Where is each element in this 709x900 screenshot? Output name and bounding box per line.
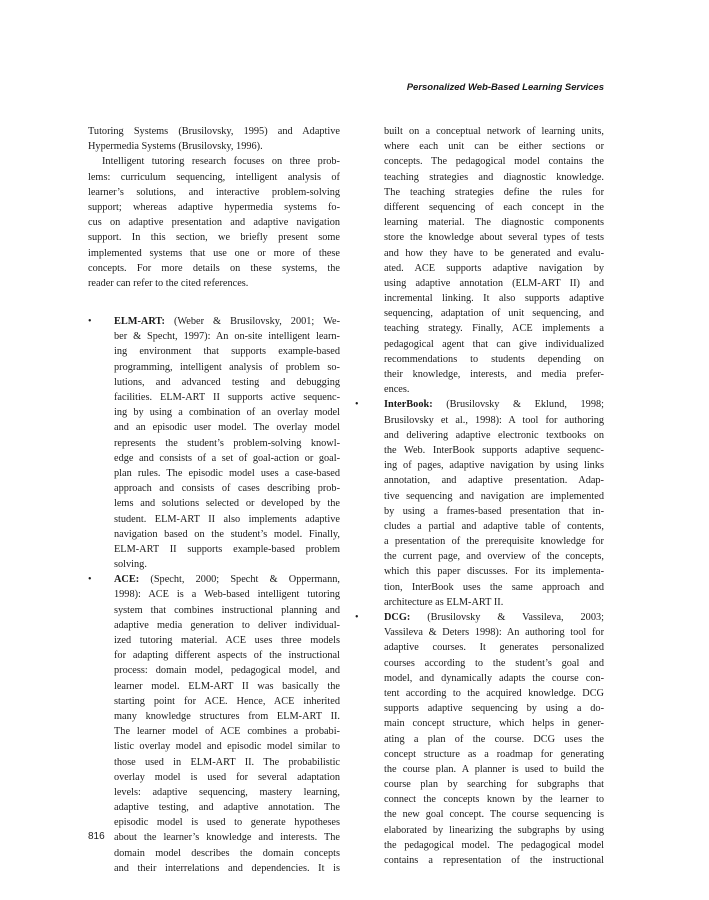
text-line: learner’s solutions, and interactive problem-solving bbox=[88, 186, 340, 198]
text-line: Hypermedia Systems (Brusilovsky, 1996). bbox=[88, 141, 263, 153]
bullet-icon: • bbox=[355, 399, 359, 411]
text-line: system that combines instructional planning and bbox=[114, 604, 340, 616]
text-line: (Brusilovsky & Eklund, 1998; bbox=[432, 399, 604, 411]
right-column bbox=[355, 124, 604, 868]
text-line: programming, intelligent analysis of problem so- bbox=[114, 361, 340, 373]
text-line: ized tutoring material. ACE uses three models bbox=[114, 635, 340, 646]
text-line: and how they have to be generated and evalu- bbox=[384, 247, 604, 259]
text-line: learner model. ELM-ART II was basically the bbox=[114, 680, 340, 692]
bullet-lines bbox=[384, 413, 604, 610]
term-label: InterBook: bbox=[384, 399, 433, 411]
text-line: lutions, and advanced testing and debugging bbox=[114, 376, 340, 388]
text-line: ences. bbox=[384, 384, 410, 396]
text-line: episodic model is used to generate hypotheses bbox=[114, 817, 340, 829]
text-line: concepts. The pedagogical model contains the bbox=[384, 156, 604, 168]
text-line: and delivering adaptive electronic textbooks on bbox=[384, 429, 604, 441]
text-line: solving. bbox=[114, 559, 147, 571]
text-line: built on a conceptual network of learning units, bbox=[384, 126, 604, 137]
text-line: lems and solutions selected or developed by the bbox=[114, 498, 340, 510]
text-line: and their interrelations and dependencies. It is bbox=[114, 862, 340, 874]
text-line: the new goal concept. The course sequencing is bbox=[384, 809, 604, 821]
page-number: 816 bbox=[88, 831, 105, 842]
text-line: navigation based on the student’s model. Finally, bbox=[114, 528, 340, 540]
text-line: tion, InterBook uses the same approach and bbox=[384, 581, 604, 593]
text-line: lems: curriculum sequencing, intelligent analysis of bbox=[88, 171, 340, 183]
text-line: cludes a partial and adaptive table of contents, bbox=[384, 520, 604, 532]
text-line: learning material. The diagnostic components bbox=[384, 217, 604, 229]
text-line: where each unit can be either sections or bbox=[384, 141, 604, 153]
text-line: a presentation of the prerequisite knowledge for bbox=[384, 536, 604, 548]
text-line: elaborated by linearizing the subgraphs by using bbox=[384, 824, 604, 836]
bullet-lines bbox=[114, 329, 340, 572]
bullet-lines bbox=[384, 625, 604, 868]
bullet-lines bbox=[114, 587, 340, 876]
text-line: connect the concepts known by the learner to bbox=[384, 794, 604, 806]
text-line: courses according to the student’s goal and bbox=[384, 657, 604, 669]
text-line: teaching strategies and diagnostic knowledge. bbox=[384, 171, 604, 183]
text-line: the current page, and overview of the concepts, bbox=[384, 551, 604, 563]
bullet-icon: • bbox=[88, 316, 92, 328]
text-line: adaptive testing, and adaptive annotation. The bbox=[114, 802, 340, 814]
text-line: 1998): ACE is a Web-based intelligent tutoring bbox=[114, 589, 340, 601]
text-line: starting point for ACE. Hence, ACE inherited bbox=[114, 695, 340, 707]
text-line: the course plan. A planner is used to build the bbox=[384, 763, 604, 775]
text-line: different sequencing of each concept in the bbox=[384, 201, 604, 213]
text-line: annotation, and adaptive presentation. Adap- bbox=[384, 475, 604, 487]
text-line: architecture as ELM-ART II. bbox=[384, 596, 504, 608]
text-line: ing by using a combination of an overlay model bbox=[114, 407, 340, 419]
text-line: those used in ELM-ART II. The probabilistic bbox=[114, 756, 340, 768]
text-line: ELM-ART II supports example-based problem bbox=[114, 543, 340, 555]
text-line: which this paper discusses. For its implementa- bbox=[384, 566, 604, 578]
text-line: ated. ACE supports adaptive navigation by bbox=[384, 262, 604, 274]
text-line: concept structure as a roadmap for generating bbox=[384, 748, 604, 760]
text-line: sequencing, adaptation of unit sequencing, and bbox=[384, 308, 604, 320]
text-line: the Web. InterBook supports adaptive sequenc- bbox=[384, 444, 604, 456]
text-line: by using a frames-based presentation that in- bbox=[384, 505, 604, 517]
ace-continuation bbox=[355, 124, 604, 397]
text-line: using adaptive annotation (ELM-ART II) and bbox=[384, 277, 604, 289]
text-line: Tutoring Systems (Brusilovsky, 1995) and Adaptive bbox=[88, 126, 340, 137]
text-line: represents the student’s problem-solving knowl- bbox=[114, 437, 340, 449]
bullet-icon: • bbox=[355, 612, 359, 623]
text-line: the pedagogical model. The pedagogical model bbox=[384, 839, 604, 851]
text-line: edge and consists of a set of goal-action or goal- bbox=[114, 452, 340, 464]
text-line: The teaching strategies define the rules for bbox=[384, 186, 604, 198]
text-line: tive sequencing and navigation are implemented bbox=[384, 490, 604, 502]
text-line: about the learner’s knowledge and interests. The bbox=[114, 832, 340, 844]
text-line: for adapting different aspects of the instructional bbox=[114, 650, 340, 662]
text-line: their knowledge, interests, and media prefer- bbox=[384, 369, 604, 380]
text-line: contains a representation of the instructional bbox=[384, 855, 604, 866]
text-line: ber & Specht, 1997): An on-site intelligent learn- bbox=[114, 331, 340, 343]
text-line: (Brusilovsky & Vassileva, 2003; bbox=[410, 612, 604, 623]
term-label: DCG: bbox=[384, 612, 411, 623]
text-line: implemented systems that use one or more of these bbox=[88, 247, 340, 259]
text-line: Vassileva & Deters 1998): An authoring tool for bbox=[384, 627, 604, 639]
text-line: facilities. ELM-ART II supports active sequenc- bbox=[114, 392, 340, 403]
text-line: ing of pages, adaptive navigation by using links bbox=[384, 460, 604, 472]
bullet-ace bbox=[88, 572, 340, 876]
text-line: process: domain model, pedagogical model, and bbox=[114, 665, 340, 677]
text-line: domain model describes the domain concepts bbox=[114, 847, 340, 859]
text-line: tent according to the acquired knowledge. DCG bbox=[384, 687, 604, 699]
text-line: The learner model of ACE combines a probabi- bbox=[114, 726, 340, 738]
text-line: cus on adaptive presentation and adaptive navigation bbox=[88, 217, 340, 229]
text-line: teaching strategy. Finally, ACE implements a bbox=[384, 323, 604, 335]
text-line: listic overlay model and episodic model similar to bbox=[114, 741, 340, 753]
text-line: reader can refer to the cited references. bbox=[88, 277, 249, 289]
text-line: levels: adaptive sequencing, mastery learning, bbox=[114, 786, 340, 798]
text-line: support; whereas adaptive hypermedia systems fo- bbox=[88, 201, 340, 213]
text-line: student. ELM-ART II also implements adaptive bbox=[114, 513, 340, 525]
text-line: supports adaptive sequencing by using a do- bbox=[384, 703, 604, 715]
text-line: ating a plan of the course. DCG uses the bbox=[384, 733, 604, 745]
text-line: Intelligent tutoring research focuses on three prob- bbox=[102, 156, 340, 168]
text-line: approach and consists of cases describing prob- bbox=[114, 483, 340, 495]
text-line: concepts. For more details on these systems, the bbox=[88, 262, 340, 274]
text-line: ing environment that supports example-based bbox=[114, 346, 340, 358]
text-line: incremental linking. It also supports adaptive bbox=[384, 293, 604, 305]
running-head: Personalized Web-Based Learning Services bbox=[406, 82, 604, 93]
bullet-icon: • bbox=[88, 574, 92, 586]
text-line: support. In this section, we briefly present some bbox=[88, 232, 340, 244]
left-column bbox=[88, 124, 340, 876]
text-line: (Specht, 2000; Specht & Oppermann, bbox=[139, 574, 340, 586]
text-line: main concept structure, which helps in gener- bbox=[384, 718, 604, 730]
term-label: ELM-ART: bbox=[114, 316, 165, 328]
intro-paragraph bbox=[88, 154, 340, 291]
text-line: (Weber & Brusilovsky, 2001; We- bbox=[164, 316, 340, 328]
text-line: plan rules. The episodic model uses a case-based bbox=[114, 467, 340, 479]
text-line: store the knowledge about several types of tests bbox=[384, 232, 604, 244]
text-line: adaptive courses. It generates personalized bbox=[384, 642, 604, 654]
bullet-elm-art bbox=[88, 314, 340, 572]
term-label: ACE: bbox=[114, 574, 140, 586]
text-line: pedagogical agent that can give individualized bbox=[384, 338, 604, 350]
text-line: course plan by searching for subgraphs that bbox=[384, 779, 604, 791]
text-line: recommendations to students depending on bbox=[384, 353, 604, 365]
text-line: overlay model is used for several adaptation bbox=[114, 771, 340, 783]
text-line: many knowledge structures from ELM-ART II. bbox=[114, 710, 340, 722]
text-line: model, and dynamically adapts the course con- bbox=[384, 672, 604, 684]
text-line: and an episodic user model. The overlay model bbox=[114, 422, 340, 434]
bullet-dcg bbox=[355, 610, 604, 868]
text-line: Brusilovsky et al., 1998): A tool for authoring bbox=[384, 414, 604, 426]
text-line: adaptive media generation to deliver individual- bbox=[114, 619, 340, 631]
bullet-interbook bbox=[355, 397, 604, 610]
